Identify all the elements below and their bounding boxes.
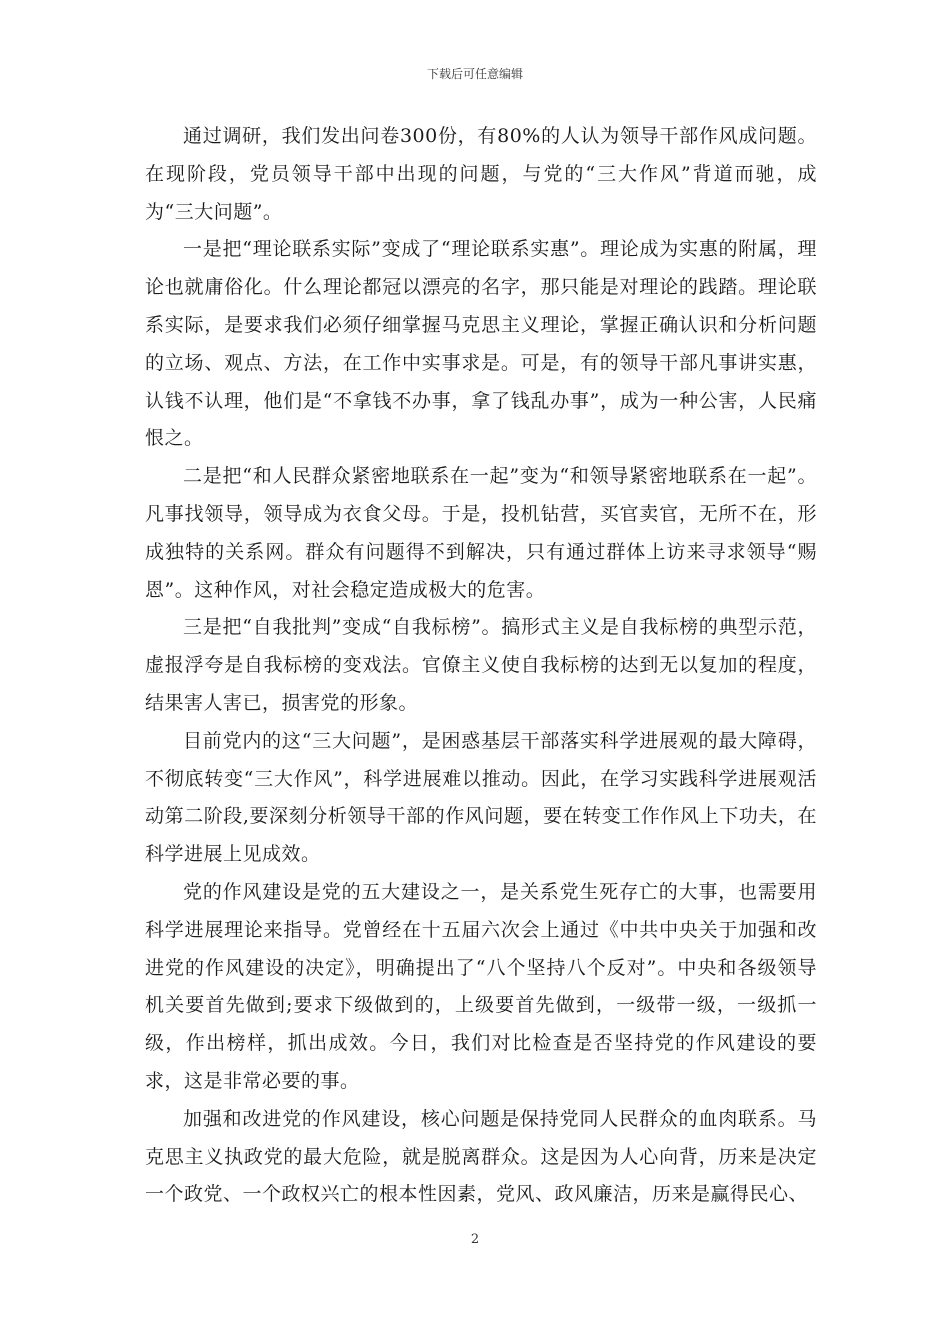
- page-header-note: 下载后可任意编辑: [426, 67, 523, 81]
- document-body: [145, 118, 817, 1214]
- paragraph-problem-one: 一是把“理论联系实际”变成了“理论联系实惠”。理论成为实惠的附属，理论也就庸俗化。什么理论都冠以漂亮的名字，那只能是对理论的践踏。理论联系实际，是要求我们必须仔细掌握马克思主义理论，掌握正确认识和分析问题的立场、观点、方法，在工作中实事求是。可是，有的领导干部凡事讲实惠，认钱不认理，他们是“不拿钱不办事，拿了钱乱办事”，成为一种公害，人民痛恨之。: [145, 238, 817, 450]
- paragraph-style-building: 党的作风建设是党的五大建设之一，是关系党生死存亡的大事，也需要用科学进展理论来指导。党曾经在十五届六次会上通过《中共中央关于加强和改进党的作风建设的决定》，明确提出了“八个坚持八个反对”。中央和各级领导机关要首先做到;要求下级做到的，上级要首先做到，一级带一级，一级抓一级，作出榜样，抓出成效。今日，我们对比检查是否坚持党的作风建设的要求，这是非常必要的事。: [145, 880, 817, 1092]
- paragraph-problem-two: 二是把“和人民群众紧密地联系在一起”变为“和领导紧密地联系在一起”。凡事找领导，领导成为衣食父母。于是，投机钻营，买官卖官，无所不在，形成独特的关系网。群众有问题得不到解决，只有通过群体上访来寻求领导“赐恩”。这种作风，对社会稳定造成极大的危害。: [145, 465, 817, 601]
- paragraph-core-issue: 加强和改进党的作风建设，核心问题是保持党同人民群众的血肉联系。马克思主义执政党的最大危险，就是脱离群众。这是因为人心向背，历来是决定一个政党、一个政权兴亡的根本性因素，党风、政风廉洁，历来是赢得民心、: [145, 1107, 817, 1206]
- paragraph-current-obstacles: 目前党内的这“三大问题”，是困惑基层干部落实科学进展观的最大障碍，不彻底转变“三大作风”，科学进展难以推动。因此，在学习实践科学进展观活动第二阶段,要深刻分析领导干部的作风问题，要在转变工作作风上下功夫，在科学进展上见成效。: [145, 729, 817, 866]
- page-number: 2: [470, 1232, 480, 1247]
- paragraph-problem-three: 三是把“自我批判”变成“自我标榜”。搞形式主义是自我标榜的典型示范，虚报浮夸是自我标榜的变戏法。官僚主义使自我标榜的达到无以复加的程度，结果害人害已，损害党的形象。: [145, 616, 817, 714]
- paragraph-survey: 通过调研，我们发出问卷300份，有80%的人认为领导干部作风成问题。在现阶段，党员领导干部中出现的问题，与党的“三大作风”背道而驰，成为“三大问题”。: [145, 125, 817, 223]
